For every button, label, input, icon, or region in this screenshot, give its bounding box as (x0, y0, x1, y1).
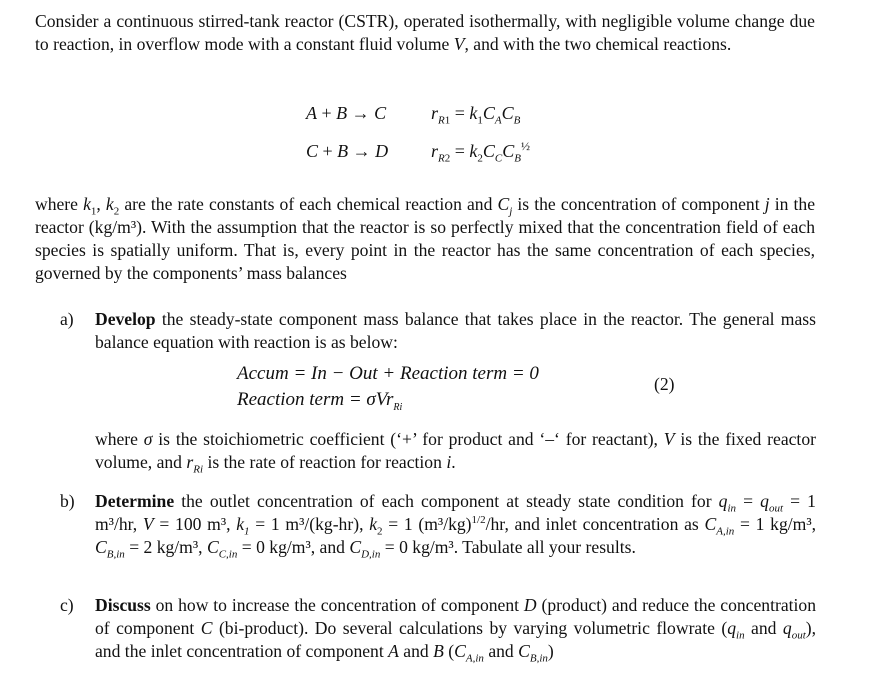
intro-paragraph (35, 10, 815, 56)
where-paragraph: where $k_1$, $k_2$ are the rate constants of each chemical reaction and $C_j$ is the concentration of component j in the reactor (kg/m³). With the assumption that the reactor is so perfectly mixed that the concentration field of each species is spatially uniform. That is, every point in the reactor has the same concentration of each species, governed by the components’ mass balances (35, 194, 816, 283)
volume-symbol: V (453, 34, 465, 54)
item-a-bold: Develop (95, 309, 156, 329)
item-b-label: b) (60, 491, 75, 511)
equation-number: (2) (654, 374, 675, 394)
where-p2: are the rate constants of each chemical reaction and (124, 194, 493, 214)
item-c-bold: Discuss (95, 595, 151, 615)
intro-text: Consider a continuous stirred-tank reactor (CSTR), operated isothermally, with negligible volume change due to reaction, in overflow mode with a constant fluid volume (35, 11, 815, 54)
item-c-label: c) (60, 595, 74, 615)
reaction-1-rate: $r_{R1} = k_1C_AC_B$ (431, 103, 521, 127)
item-c: c) Discuss on how to increase the concentration of component D (product) and reduce the concentration of component C (bi-product). Do several calculations by varying volumetric flowrate ($q_{in}$ and $q_{out}$), and the inlet concentration of component A and B ($C_{A,in}$ and $C_{B,in}$) (60, 595, 817, 665)
where-p1: where (35, 194, 78, 214)
item-a-where: where σ is the stoichiometric coefficient (‘+’ for product and ‘–‘ for reactant), V is the fixed reactor volume, and $r_{Ri}$ is the rate of reaction for reaction i. (95, 429, 816, 476)
where-p4: in the reactor (kg/m³). With the assumption that the reactor is so perfectly mixed that the concentration field of each species is spatially uniform. That is, every point in the reactor has the same concentration of each species, governed by the components’ mass balances (35, 194, 816, 283)
mass-balance-equation: Accum = In − Out + Reaction term = 0 (237, 363, 539, 384)
item-a (60, 308, 816, 354)
item-b: b) Determine the outlet concentration of each component at steady state condition for $q_{in} = q_{out} = 1$ m³/hr, V = 100 m³, $k_1 = 1$ m³/(kg-hr), $k_2 = 1$ $(m^3/kg)^{1/2}/hr$, and inlet concentration as $C_{A,in} = 1$ kg/m³, $C_{B,in} = 2$ kg/m³, $C_{C,in} = 0$ kg/m³, and $C_{D,in} = 0$ kg/m³. Tabulate all your results. (60, 491, 816, 561)
intro-text-after: , and with the two chemical reactions. (464, 34, 732, 54)
where-p3: is the concentration of component (517, 194, 760, 214)
reaction-term-equation: Reaction term = σVr$_{Ri}$ (237, 389, 403, 413)
item-a-text: the steady-state component mass balance that takes place in the reactor. The general mass balance equation with reaction is as below: (95, 309, 816, 352)
reaction-1-equation: A + B → C (306, 103, 387, 123)
item-a-label: a) (60, 309, 74, 329)
reaction-2-equation: C + B → D (306, 141, 389, 161)
item-b-bold: Determine (95, 491, 175, 511)
reaction-2-rate: $r_{R2} = k_2C_CC_B^{\frac{1}{2}}$ (431, 139, 531, 165)
